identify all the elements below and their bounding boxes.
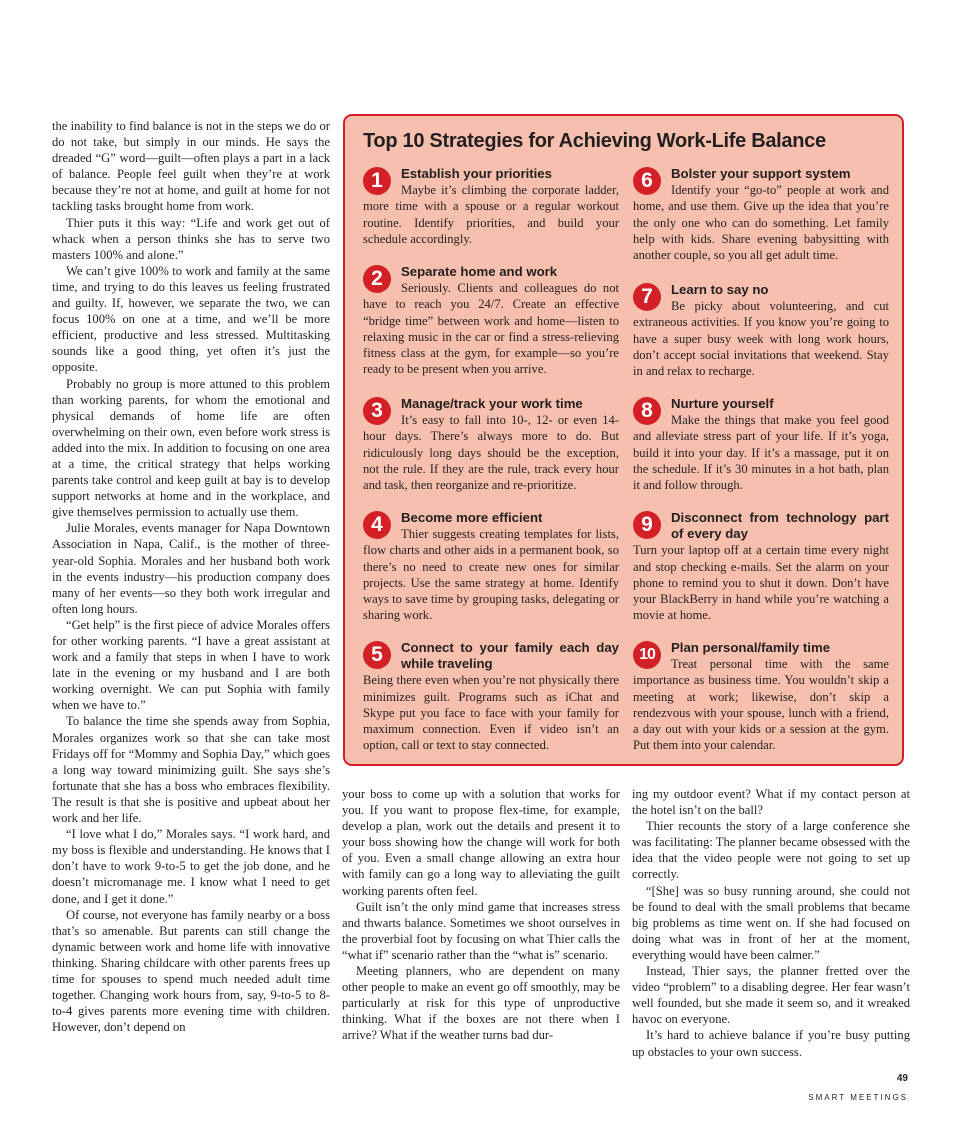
number-badge: 8 — [633, 397, 661, 425]
paragraph: Julie Morales, events manager for Napa Downtown Association in Napa, Calif., is the mother of three-year-old Sophia. Morales and her husband both work in the events industry—his production company does many of her events—so they both work irregular and often long hours. — [52, 521, 330, 616]
strategy-body: Thier suggests creating templates for lists, flow charts and other aids in a permanent book, so there’s no need to create new ones for similar projects. Use the same strategy at home. Identify ways to save time by grouping tasks, delegating or sharing work. — [363, 527, 619, 623]
strategy-body: Make the things that make you feel good and alleviate stress part of your life. If it’s yoga, build it into your day. If it’s a massage, put it on the schedule. If it’s 30 minutes in a hot bath, plan it and follow through. — [633, 413, 889, 493]
number-badge: 4 — [363, 511, 391, 539]
paragraph: Of course, not everyone has family nearby or a boss that’s so amenable. But parents can still change the dynamic between work and home life with innovative thinking. Sharing childcare with other parents frees up time for spouses to spend much needed adult time together. Changing work hours from, say, 9-to-5 to 8-to-4 gives parents more evening time with children. However, don’t depend on — [52, 907, 330, 1035]
strategy-body: Seriously. Clients and colleagues do not have to reach you 24/7. Create an effective “bridge time” between work and home—listen to relaxing music in the car or find a stress-relieving fitness class at the gym, for example—so you’re ready to be present when you arrive. — [363, 281, 619, 377]
strategy-body: Identify your “go-to” people at work and home, and use them. Give up the idea that you’re the only one who can do something. Let family help with kids. Share evening babysitting with another couple, so you all get adult time. — [633, 183, 889, 263]
strategy-9 — [633, 510, 889, 623]
number-badge: 7 — [633, 283, 661, 311]
strategy-5 — [363, 640, 619, 753]
strategy-heading: Manage/track your work time — [401, 396, 583, 411]
middle-column — [342, 786, 620, 1044]
strategy-heading: Separate home and work — [401, 264, 558, 279]
page-number: 49 — [896, 1073, 908, 1084]
strategy-heading: Become more efficient — [401, 510, 543, 525]
strategy-4 — [363, 510, 619, 623]
number-badge: 1 — [363, 167, 391, 195]
paragraph: Thier puts it this way: “Life and work get out of whack when a person thinks she has to serve two masters 100% and alone.” — [52, 215, 330, 262]
paragraph: your boss to come up with a solution that works for you. If you want to propose flex-time, for example, develop a plan, work out the details and present it to your boss showing how the change will work for both of you. Even a small change allowing an extra hour with family can go a long way to alleviating the guilt working parents often feel. — [342, 787, 620, 898]
strategy-body: Being there even when you’re not physically there minimizes guilt. Programs such as iChat and Skype put you face to face with your family for maximum connection. Even if video isn’t an option, call or text to stay connected. — [363, 673, 619, 753]
paragraph: To balance the time she spends away from Sophia, Morales organizes work so that she can take most Fridays off for “Mommy and Sophia Day,” which goes a long way toward minimizing guilt. She says she’s fortunate that she has a boss who embraces flexibility. The result is that she is positive and upbeat about her work and her life. — [52, 714, 330, 826]
left-column — [52, 118, 330, 1035]
paragraph: the inability to find balance is not in the steps we do or do not take, but simply in our minds. He says the dreaded “G” word—guilt—often plays a part in a lack of balance. People feel guilt when they’re at work because they’re not at home, and guilt at home for not tackling tasks brought home from work. — [52, 119, 330, 214]
strategy-7 — [633, 282, 889, 379]
strategy-heading: Nurture yourself — [671, 396, 774, 411]
paragraph: “I love what I do,” Morales says. “I work hard, and my boss is flexible and understanding. He knows that I don’t have to work 9-to-5 to get the job done, and he doesn’t micromanage me. I know what I need to get done, and I get it done.” — [52, 827, 330, 906]
strategy-heading: Disconnect from technology part of every day — [671, 510, 889, 542]
number-badge: 10 — [633, 641, 661, 669]
magazine-name: SMART MEETINGS — [808, 1093, 908, 1102]
strategy-2 — [363, 264, 619, 377]
strategy-heading: Learn to say no — [671, 282, 769, 297]
strategy-body: Turn your laptop off at a certain time every night and stop checking e-mails. Set the alarm on your phone to remind you to shut it down. Don’t have your BlackBerry in hand while you’re watching a movie at home. — [633, 543, 889, 623]
paragraph: Guilt isn’t the only mind game that increases stress and thwarts balance. Sometimes we shoot ourselves in the proverbial foot by focusing on what Thier calls the “what if” scenario rather than the “what is” scenario. — [342, 899, 620, 962]
strategy-heading: Connect to your family each day while traveling — [401, 640, 619, 672]
number-badge: 5 — [363, 641, 391, 669]
sidebar-title: Top 10 Strategies for Achieving Work-Life Balance — [363, 130, 826, 152]
strategy-body: Maybe it’s climbing the corporate ladder, more time with a spouse or a regular workout routine. Identify priorities, and build your schedule accordingly. — [363, 183, 619, 246]
strategy-body: Treat personal time with the same importance as business time. You wouldn’t skip a meeting at work; likewise, don’t skip a rendezvous with your spouse, lunch with a friend, a day out with your kids or a session at the gym. Put them into your calendar. — [633, 657, 889, 753]
strategy-8 — [633, 396, 889, 493]
paragraph: It’s hard to achieve balance if you’re busy putting up obstacles to your own success. — [632, 1028, 910, 1059]
strategies-sidebar — [343, 114, 904, 766]
number-badge: 3 — [363, 397, 391, 425]
paragraph: We can’t give 100% to work and family at the same time, and trying to do this leaves us feeling frustrated and guilty. If, however, we separate the two, we can focus 100% on one at a time, and we’ll be more efficient, productive and less stressed. Multitasking sounds like a good thing, yet often it’s just the opposite. — [52, 263, 330, 375]
strategy-1 — [363, 166, 619, 247]
paragraph: Probably no group is more attuned to this problem than working parents, for whom the emotional and physical demands of home life are often overwhelming on their own, even before work stress is added into the mix. In addition to focusing on one area at a time, the critical strategy that helps working parents take control and keep guilt at bay is to develop support networks at home and in the workplace, and give themselves permission to actually use them. — [52, 376, 330, 520]
strategy-6 — [633, 166, 889, 263]
strategy-heading: Bolster your support system — [671, 166, 851, 181]
paragraph: Instead, Thier says, the planner fretted over the video “problem” to a disabling degree. Her fear wasn’t well founded, but she made it seem so, and it wreaked havoc on everyone. — [632, 964, 910, 1027]
paragraph: “Get help” is the first piece of advice Morales offers for other working parents. “I have a great assistant at work and a family that steps in when I have to work late in the evening or my husband and I are both working overnight. We can put Sophia with family when we have to.” — [52, 617, 330, 713]
strategy-body: Be picky about volunteering, and cut extraneous activities. If you know you’re going to have a super busy week with long work hours, don’t accept social invitations that weekend. Stay in and relax to recharge. — [633, 299, 889, 379]
paragraph: ing my outdoor event? What if my contact person at the hotel isn’t on the ball? — [632, 787, 910, 818]
paragraph: “[She] was so busy running around, she could not be found to deal with the small problems that became big problems as time went on. If she had focused on doing what was in front of her at the moment, everything would have been calmer.” — [632, 883, 910, 962]
number-badge: 6 — [633, 167, 661, 195]
paragraph: Thier recounts the story of a large conference she was facilitating: The planner became obsessed with the idea that the video people were not going to set up correctly. — [632, 819, 910, 882]
number-badge: 9 — [633, 511, 661, 539]
strategy-heading: Establish your priorities — [401, 166, 552, 181]
strategy-heading: Plan personal/family time — [671, 640, 831, 655]
strategy-10 — [633, 640, 889, 753]
number-badge: 2 — [363, 265, 391, 293]
strategy-3 — [363, 396, 619, 493]
strategy-body: It’s easy to fall into 10-, 12- or even 14-hour days. There’s always more to do. But ridiculously long days should be the exception, not the rule. If they are the rule, track every hour and task, then reorganize and re-prioritize. — [363, 413, 619, 493]
paragraph: Meeting planners, who are dependent on many other people to make an event go off smoothly, may be particularly at risk for this type of unproductive thinking. What if the boxes are not there when I arrive? What if the weather turns bad dur- — [342, 964, 620, 1043]
right-column — [632, 786, 910, 1060]
